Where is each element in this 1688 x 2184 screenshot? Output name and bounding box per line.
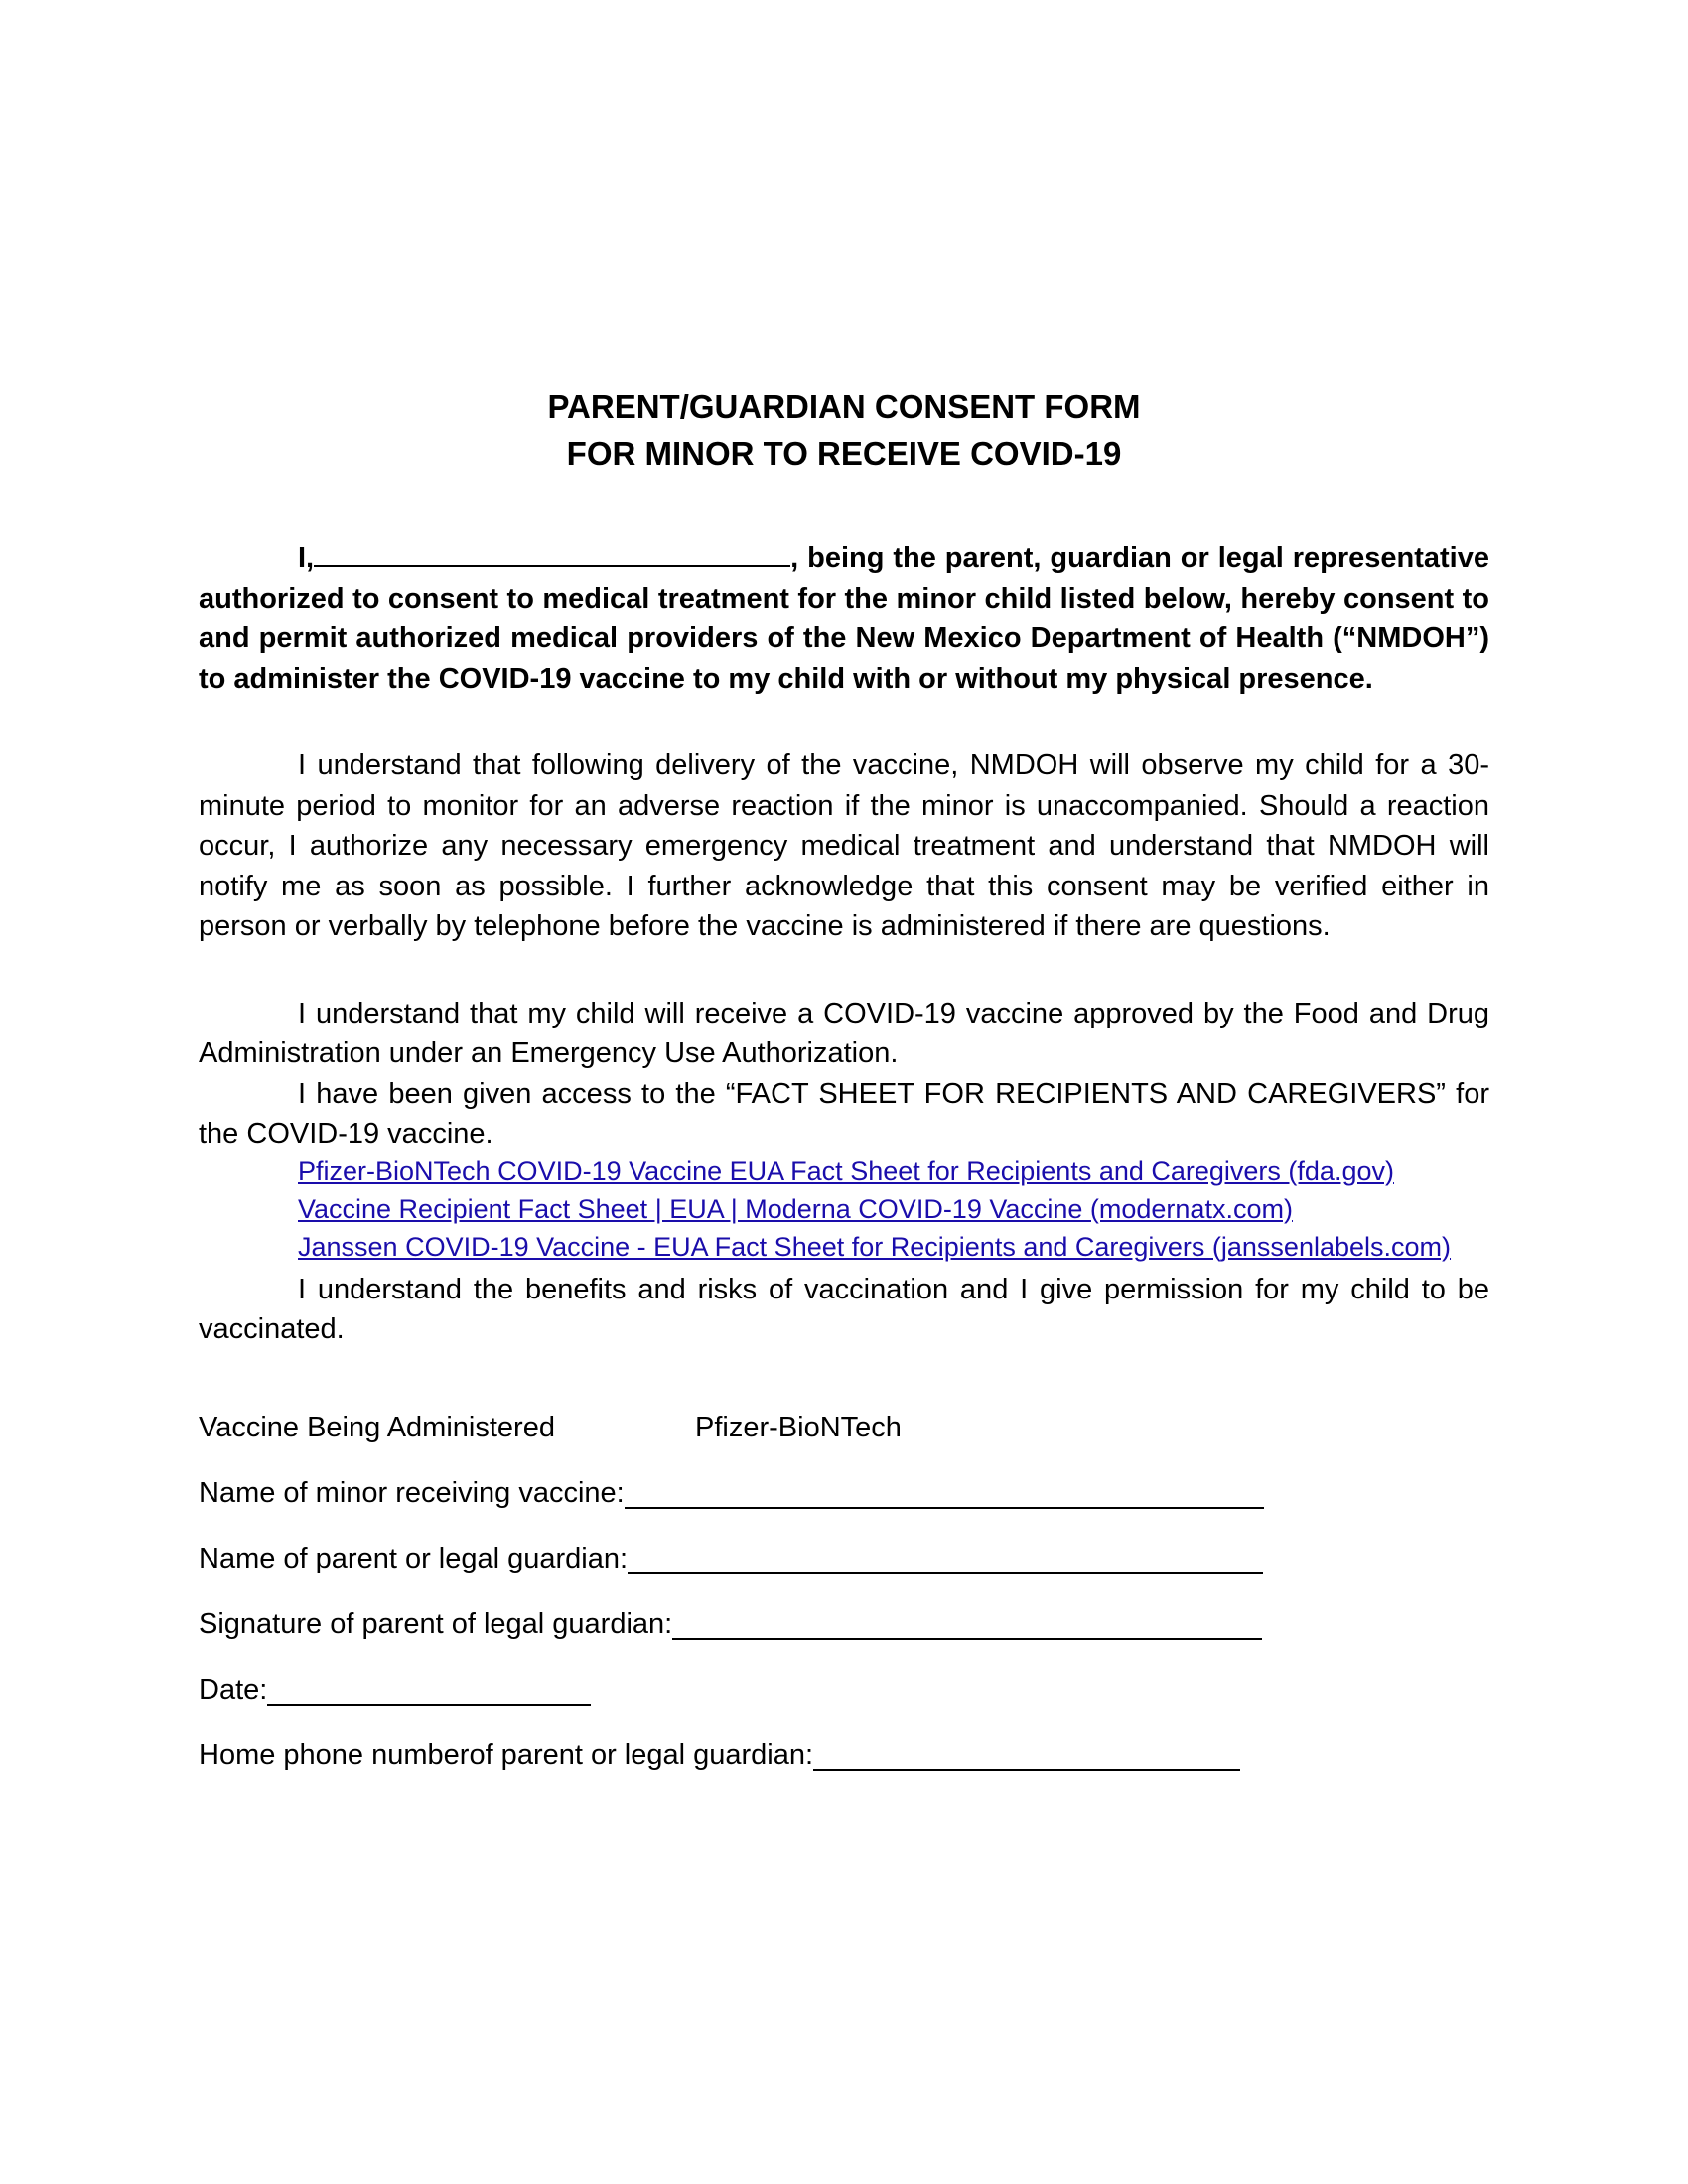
minor-name-field[interactable]: [625, 1477, 1264, 1509]
vaccine-value: Pfizer-BioNTech: [695, 1411, 902, 1443]
parent-name-row: [199, 1539, 1489, 1578]
date-row: [199, 1670, 1489, 1709]
vaccine-label: Vaccine Being Administered: [199, 1411, 555, 1443]
document-content: [199, 383, 1489, 1801]
eua-paragraph: I understand that my child will receive a COVID-19 vaccine approved by the Food and Drug Administration under an Emergency Use Authorization.: [199, 997, 1489, 1069]
consent-paragraph: [199, 538, 1489, 699]
date-label: Date:: [199, 1673, 268, 1706]
minor-name-label: Name of minor receiving vaccine:: [199, 1476, 625, 1509]
phone-row: [199, 1735, 1489, 1775]
consent-text: , being the parent, guardian or legal representative authorized to consent to medical treatment for the minor child listed below, hereby consent to and permit authorized medical providers of the New Mexico Department of Health (“NMDOH”) to administer the COVID-19 vaccine to my child with or without my physical presence.: [199, 542, 1489, 695]
parent-name-field[interactable]: [628, 1543, 1263, 1574]
form-title: [199, 383, 1489, 477]
permission-paragraph: I understand the benefits and risks of vaccination and I give permission for my child to be vaccinated.: [199, 1273, 1489, 1345]
minor-name-row: [199, 1473, 1489, 1513]
consent-prefix: I,: [298, 542, 315, 574]
parent-name-label: Name of parent or legal guardian:: [199, 1542, 629, 1574]
observation-paragraph: I understand that following delivery of the vaccine, NMDOH will observe my child for a 30-minute period to monitor for an adverse reaction if the minor is unaccompanied. Should a reaction occur, I authorize any necessary emergency medical treatment and understand that NMDOH will notify me as soon as possible. I further acknowledge that this consent may be verified either in person or verbally by telephone before the vaccine is administered if there are questions.: [199, 750, 1489, 942]
phone-field[interactable]: [813, 1739, 1240, 1771]
date-field[interactable]: [267, 1674, 591, 1706]
title-line-1: PARENT/GUARDIAN CONSENT FORM: [547, 388, 1141, 425]
phone-label: Home phone numberof parent or legal guardian:: [199, 1738, 814, 1771]
signature-field[interactable]: [672, 1608, 1262, 1640]
fact-sheet-paragraph: I have been given access to the “FACT SHEET FOR RECIPIENTS AND CAREGIVERS” for the COVID-19 vaccine.: [199, 1077, 1489, 1150]
link-pfizer-fact-sheet[interactable]: Pfizer-BioNTech COVID-19 Vaccine EUA Fact Sheet for Recipients and Caregivers (fda.gov): [298, 1156, 1394, 1186]
parent-name-blank[interactable]: [314, 539, 790, 567]
link-moderna-fact-sheet[interactable]: Vaccine Recipient Fact Sheet | EUA | Moderna COVID-19 Vaccine (modernatx.com): [298, 1193, 1293, 1224]
vaccine-administered-row: [199, 1408, 1489, 1447]
fact-sheet-links: [298, 1153, 1489, 1266]
title-line-2: FOR MINOR TO RECEIVE COVID-19: [566, 435, 1122, 472]
signature-row: [199, 1604, 1489, 1644]
signature-label: Signature of parent of legal guardian:: [199, 1607, 673, 1640]
link-janssen-fact-sheet[interactable]: Janssen COVID-19 Vaccine - EUA Fact Sheet for Recipients and Caregivers (janssenlabels.com): [298, 1231, 1452, 1262]
form-fields: [199, 1408, 1489, 1775]
